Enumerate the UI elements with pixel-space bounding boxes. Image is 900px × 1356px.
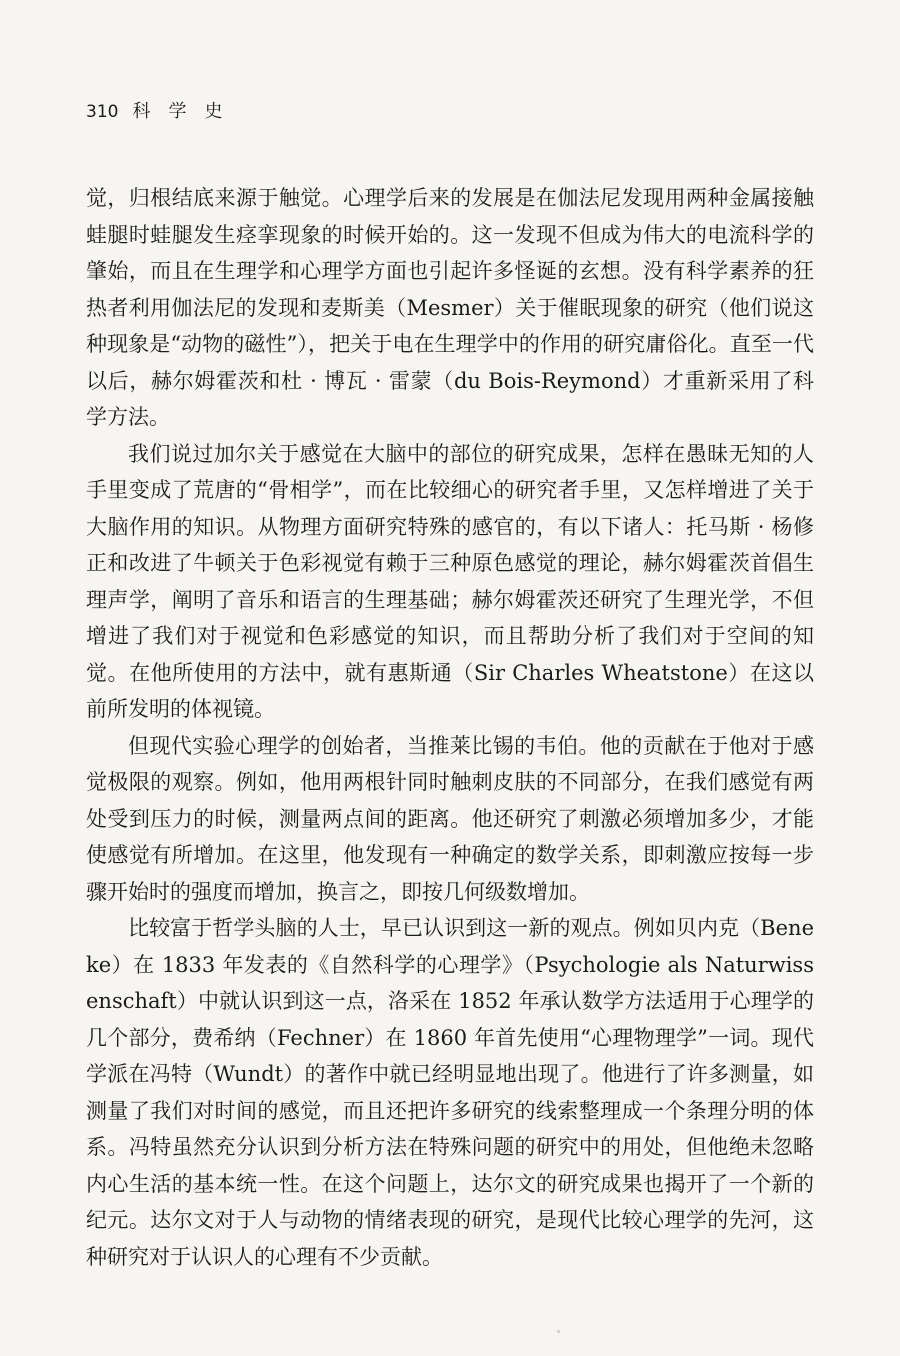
paragraph-continued: 觉，归根结底来源于触觉。心理学后来的发展是在伽法尼发现用两种金属接触蛙腿时蛙腿发生痉挛现象的时候开始的。这一发现不但成为伟大的电流科学的肇始，而且在生理学和心理学方面也引起许多怪诞的玄想。没有科学素养的狂热者利用伽法尼的发现和麦斯美（Mesmer）关于催眠现象的研究（他们说这种现象是“动物的磁性”），把关于电在生理学中的作用的研究庸俗化。直至一代以后，赫尔姆霍茨和杜 · 博瓦 · 雷蒙（du Bois-Reymond）才重新采用了科学方法。: [86, 186, 814, 429]
book-title: 科学史: [132, 101, 241, 122]
body-text: [86, 180, 814, 1275]
paragraph-weber: 但现代实验心理学的创始者，当推莱比锡的韦伯。他的贡献在于他对于感觉极限的观察。例如，他用两根针同时触刺皮肤的不同部分，在我们感觉有两处受到压力的时候，测量两点间的距离。他还研究了刺激必须增加多少，才能使感觉有所增加。在这里，他发现有一种确定的数学关系，即刺激应按每一步骤开始时的强度而增加，换言之，即按几何级数增加。: [86, 733, 814, 904]
running-head: [86, 97, 240, 123]
paragraph-wundt-darwin: 比较富于哲学头脑的人士，早已认识到这一新的观点。例如贝内克（Beneke）在 1833 年发表的《自然科学的心理学》（Psychologie als Naturwissenschaft）中就认识到这一点，洛采在 1852 年承认数学方法适用于心理学的几个部分，费希纳（Fechner）在 1860 年首先使用“心理物理学”一词。现代学派在冯特（Wundt）的著作中就已经明显地出现了。他进行了许多测量，如测量了我们对时间的感觉，而且还把许多研究的线索整理成一个条理分明的体系。冯特虽然充分认识到分析方法在特殊问题的研究中的用处，但他绝未忽略内心生活的基本统一性。在这个问题上，达尔文的研究成果也揭开了一个新的纪元。达尔文对于人与动物的情绪表现的研究，是现代比较心理学的先河，这种研究对于认识人的心理有不少贡献。: [86, 916, 815, 1269]
paper-speck: [557, 1330, 560, 1333]
page-number: 310: [86, 102, 119, 122]
paragraph-sense-organs: 我们说过加尔关于感觉在大脑中的部位的研究成果，怎样在愚昧无知的人手里变成了荒唐的“骨相学”，而在比较细心的研究者手里，又怎样增进了关于大脑作用的知识。从物理方面研究特殊的感官的，有以下诸人：托马斯 · 杨修正和改进了牛顿关于色彩视觉有赖于三种原色感觉的理论，赫尔姆霍茨首倡生理声学，阐明了音乐和语言的生理基础；赫尔姆霍茨还研究了生理光学，不但增进了我们对于视觉和色彩感觉的知识，而且帮助分析了我们对于空间的知觉。在他所使用的方法中，就有惠斯通（Sir Charles Wheatstone）在这以前所发明的体视镜。: [86, 441, 814, 721]
paper-speck: [88, 816, 91, 819]
